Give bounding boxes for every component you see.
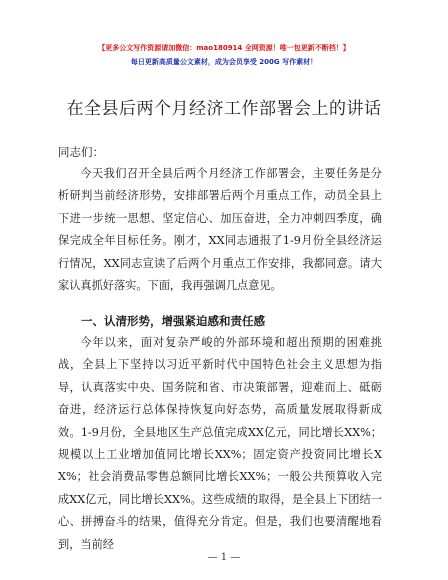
paragraph-intro: 今天我们召开全县后两个月经济工作部署会，主要任务是分析研判当前经济形势，安排部署后两个月重点工作，动员全县上下进一步统一思想、坚定信心、加压奋进，全力冲刺四季度，确保完成全年目标任务。刚才，XX同志通报了1-9月份全县经济运行情况，XX同志宣读了后两个月重点工作安排，我都同意。请大家认真抓好落实。下面，我再强调几点意见。 — [58, 167, 382, 293]
paragraph-situation: 今年以来，面对复杂严峻的外部环境和超出预期的困难挑战，全县上下坚持以习近平新时代中国特色社会主义思想为指导，认真落实中央、国务院和省、市决策部署，迎难而上、砥砺奋进，经济运行总体保持恢复向好态势，高质量发展取得新成效。1-9月份，全县地区生产总值完成XX亿元，同比增长XX%；规模以上工业增加值同比增长XX%；固定资产投资同比增长XX%；社会消费品零售总额同比增长XX%；一般公共预算收入完成XX亿元，同比增长XX%。这些成绩的取得，是全县上下团结一心、拼搏奋斗的结果，值得充分肯定。但是，我们也要清醒地看到，当前经 — [58, 336, 382, 551]
page-number: — 1 — — [207, 552, 241, 563]
greeting: 同志们： — [58, 145, 104, 159]
section-heading-1: 一、认清形势，增强紧迫感和责任感 — [81, 314, 265, 328]
document-title: 在全县后两个月经济工作部署会上的讲话 — [66, 99, 382, 119]
promo-banner-line1: 【更多公文写作资源请加微信：mao180914 全网资源！唯一包更新不断档！】 — [98, 44, 350, 52]
promo-banner-line2: 每日更新高质量公文素材，成为会员享受 200G 写作素材！ — [130, 58, 318, 66]
